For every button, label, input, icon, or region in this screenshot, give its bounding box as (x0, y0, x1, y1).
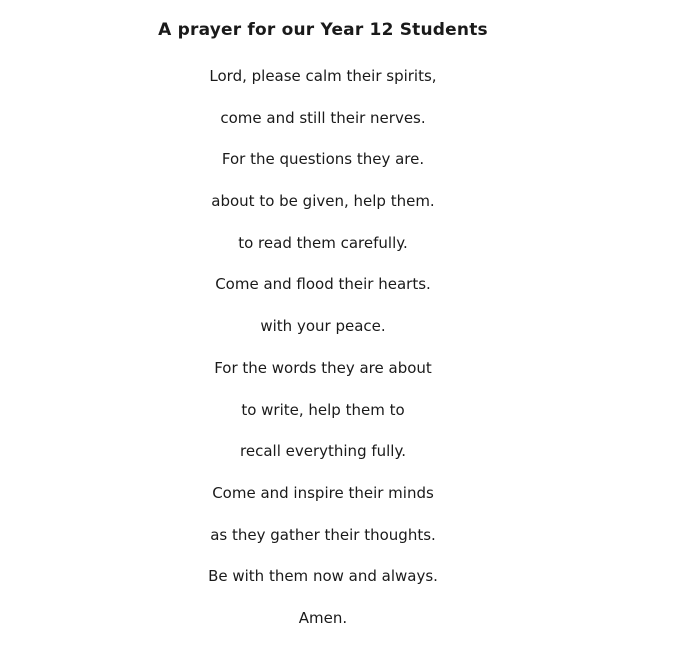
prayer-line: as they gather their thoughts. (210, 525, 436, 544)
prayer-line: recall everything fully. (240, 442, 406, 461)
prayer-line: Come and inspire their minds (212, 483, 434, 502)
prayer-line: to write, help them to (241, 400, 405, 419)
prayer-line: with your peace. (260, 317, 386, 336)
prayer-line: come and still their nerves. (220, 108, 426, 127)
prayer-line: Be with them now and always. (208, 567, 438, 586)
prayer-lines (0, 64, 646, 648)
prayer-line: Come and flood their hearts. (215, 275, 431, 294)
prayer-line: For the questions they are. (221, 150, 425, 169)
prayer-line: For the words they are about (214, 358, 432, 377)
prayer-line-amen: Amen. (298, 608, 348, 627)
page-title: A prayer for our Year 12 Students (158, 20, 488, 40)
prayer-line: Lord, please calm their spirits, (209, 67, 437, 85)
prayer-line: about to be given, help them. (211, 192, 435, 211)
prayer-line: to read them carefully. (238, 233, 408, 252)
